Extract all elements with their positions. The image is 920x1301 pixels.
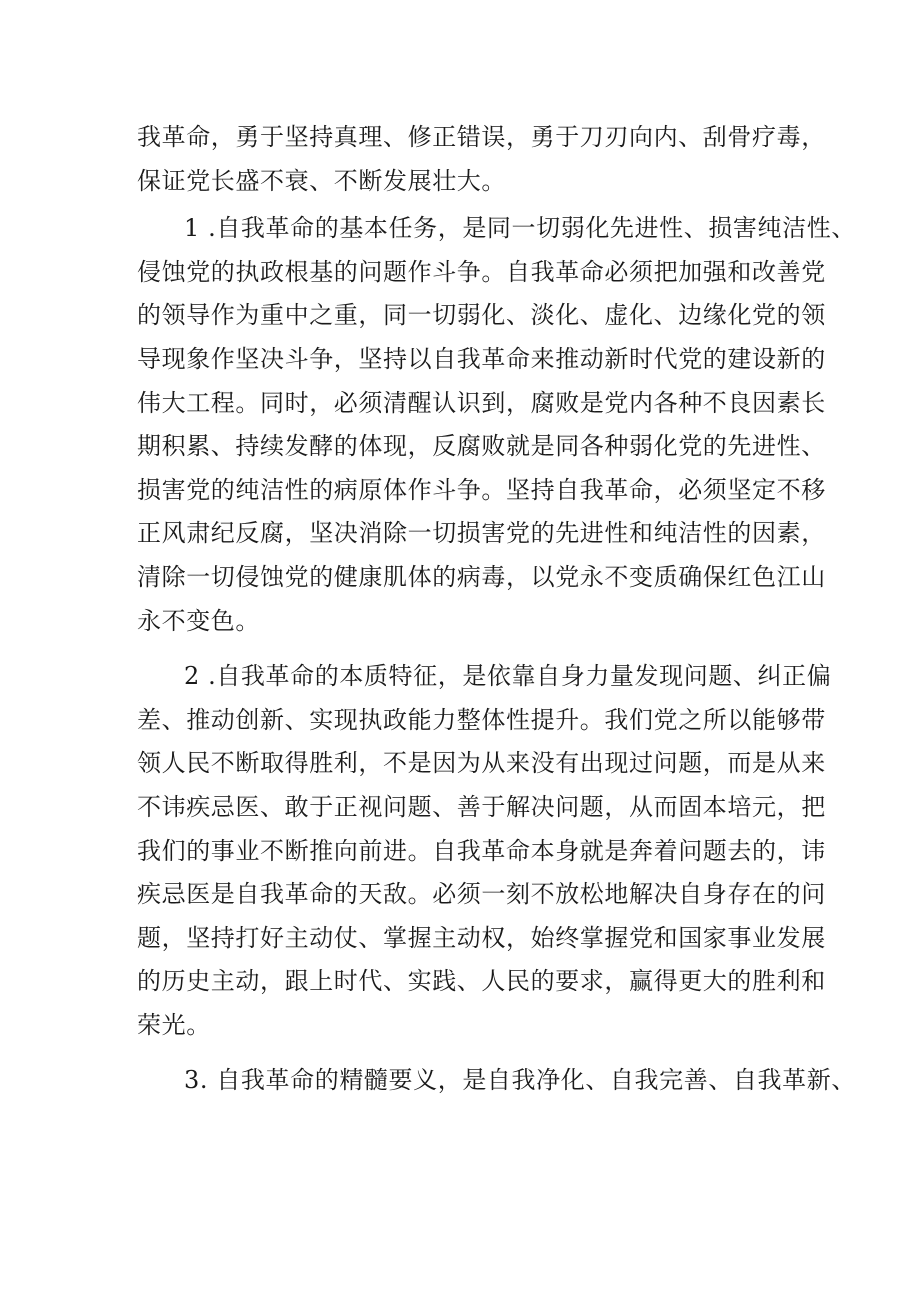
text-line: 荣光。 bbox=[137, 1010, 211, 1039]
text-line: 的领导作为重中之重，同一切弱化、淡化、虚化、边缘化党的领 bbox=[137, 301, 826, 330]
paragraph-1-first-line: 1 .自我革命的基本任务，是同一切弱化先进性、损害纯洁性、 bbox=[184, 214, 856, 243]
text-line: 伟大工程。同时，必须清醒认识到，腐败是党内各种不良因素长 bbox=[137, 388, 826, 417]
paragraph-3-first-line: 3. 自我革命的精髓要义，是自我净化、自我完善、自我革新、 bbox=[184, 1066, 856, 1095]
text-line: 的历史主动，跟上时代、实践、人民的要求，赢得更大的胜利和 bbox=[137, 967, 826, 996]
text-line: 领人民不断取得胜利，不是因为从来没有出现过问题，而是从来 bbox=[137, 749, 826, 778]
paragraph-2-first-line: 2 .自我革命的本质特征，是依靠自身力量发现问题、纠正偏 bbox=[184, 662, 832, 691]
text-line: 不讳疾忌医、敢于正视问题、善于解决问题，从而固本培元，把 bbox=[137, 792, 826, 821]
text-line: 我们的事业不断推向前进。自我革命本身就是奔着问题去的，讳 bbox=[137, 836, 826, 865]
text-line: 保证党长盛不衰、不断发展壮大。 bbox=[137, 166, 506, 195]
text-line: 我革命，勇于坚持真理、修正错误，勇于刀刃向内、刮骨疗毒， bbox=[137, 123, 826, 151]
body-text bbox=[137, 116, 856, 1103]
text-line: 期积累、持续发酵的体现，反腐败就是同各种弱化党的先进性、 bbox=[137, 432, 826, 461]
text-line: 导现象作坚决斗争，坚持以自我革命来推动新时代党的建设新的 bbox=[137, 344, 826, 373]
text-line: 差、推动创新、实现执政能力整体性提升。我们党之所以能够带 bbox=[137, 705, 826, 734]
text-line: 正风肃纪反腐，坚决消除一切损害党的先进性和纯洁性的因素， bbox=[137, 519, 826, 548]
text-line: 疾忌医是自我革命的天敌。必须一刻不放松地解决自身存在的问 bbox=[137, 880, 826, 909]
text-line: 清除一切侵蚀党的健康肌体的病毒，以党永不变质确保红色江山 bbox=[137, 562, 826, 591]
text-line: 永不变色。 bbox=[137, 606, 260, 635]
text-line: 题，坚持打好主动仗、掌握主动权，始终掌握党和国家事业发展 bbox=[137, 923, 826, 952]
text-line: 损害党的纯洁性的病原体作斗争。坚持自我革命，必须坚定不移 bbox=[137, 475, 826, 504]
text-line: 侵蚀党的执政根基的问题作斗争。自我革命必须把加强和改善党 bbox=[137, 257, 826, 286]
